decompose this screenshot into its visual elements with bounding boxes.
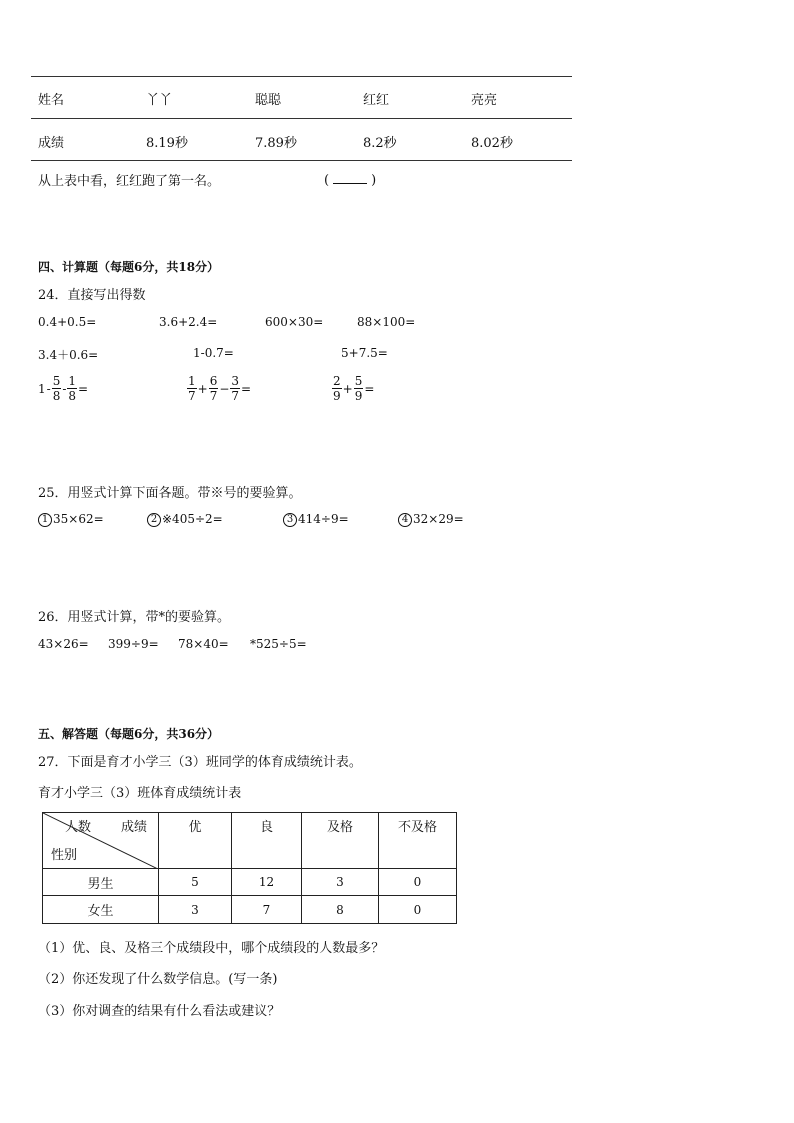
numerator: 1: [188, 374, 196, 388]
race-score-cell: 8.19秒: [146, 136, 188, 151]
row-label-boys: 男生: [43, 869, 159, 896]
race-header-cell: 聪聪: [255, 93, 282, 108]
fraction: [230, 374, 240, 403]
race-score-cell: 8.02秒: [471, 136, 513, 151]
equals-sign: =: [241, 381, 252, 396]
denominator: 9: [333, 389, 341, 403]
operator: -: [62, 381, 67, 396]
table-cell: 8: [302, 896, 379, 924]
race-score-cell: 成绩: [38, 136, 65, 151]
fraction: [52, 374, 62, 403]
table-top-rule: [31, 76, 572, 77]
q26-expr: 78×40=: [178, 637, 229, 651]
paren-close: ): [371, 173, 377, 188]
table-cell: 0: [379, 896, 457, 924]
circled-number: 4: [398, 513, 412, 527]
row-label-girls: 女生: [43, 896, 159, 924]
q26-expr: 399÷9=: [108, 637, 159, 651]
q25-item: [283, 512, 349, 527]
judge-statement: 从上表中看，红红跑了第一名。: [38, 174, 221, 189]
circled-number: 2: [147, 513, 161, 527]
answer-blank-line[interactable]: [333, 170, 367, 184]
numerator: 5: [354, 374, 363, 388]
race-header-cell: 姓名: [38, 93, 65, 108]
column-header: 不及格: [379, 813, 457, 869]
column-header: 良: [232, 813, 302, 869]
q26-expr: 43×26=: [38, 637, 89, 651]
corner-label-grade: 成绩: [121, 820, 148, 835]
table-cell: 5: [159, 869, 232, 896]
q27-table-title: 育才小学三（3）班体育成绩统计表: [38, 786, 242, 801]
paren-open: (: [324, 173, 330, 188]
q24-expr: 3.6+2.4=: [159, 315, 218, 329]
numerator: 5: [52, 374, 61, 388]
q25-item: [398, 512, 464, 527]
q24-fraction-expr-2: [187, 374, 252, 403]
table-cell: 0: [379, 869, 457, 896]
column-header: 及格: [302, 813, 379, 869]
circled-number: 3: [283, 513, 297, 527]
equals-sign: =: [364, 381, 375, 396]
numerator: 1: [68, 374, 77, 388]
table-cell: 3: [302, 869, 379, 896]
table-middle-rule: [31, 118, 572, 119]
q26-expr: *525÷5=: [250, 637, 307, 651]
race-header-cell: 亮亮: [471, 93, 498, 108]
numerator: 3: [231, 374, 240, 388]
race-header-cell: 红红: [363, 93, 390, 108]
q25-expr: 414÷9=: [298, 512, 349, 526]
q25-expr: 32×29=: [413, 512, 464, 526]
race-header-cell: 丫丫: [146, 93, 173, 108]
table-bottom-rule: [31, 160, 572, 161]
q24-fraction-expr-3: [332, 374, 375, 403]
judge-answer-blank[interactable]: [324, 170, 376, 188]
table-cell: 12: [232, 869, 302, 896]
equals-sign: =: [78, 381, 89, 396]
table-corner-cell: [43, 813, 159, 869]
q24-fraction-expr-1: [38, 374, 89, 403]
q27-label: 27．下面是育才小学三（3）班同学的体育成绩统计表。: [38, 755, 362, 770]
q26-label: 26．用竖式计算，带*的要验算。: [38, 610, 231, 625]
table-cell: 3: [159, 896, 232, 924]
q27-subquestion: （2）你还发现了什么数学信息。(写一条): [38, 972, 278, 987]
denominator: 8: [68, 389, 77, 403]
race-score-cell: 8.2秒: [363, 136, 397, 151]
corner-label-gender: 性别: [51, 848, 78, 863]
q27-subquestion: （3）你对调查的结果有什么看法或建议？: [38, 1004, 281, 1019]
q27-subquestion: （1）优、良、及格三个成绩段中，哪个成绩段的人数最多？: [38, 941, 385, 956]
q25-item: [147, 512, 223, 527]
numerator: 2: [333, 374, 341, 388]
q24-expr: 5+7.5=: [341, 346, 388, 360]
fraction: [187, 374, 197, 403]
fraction: [209, 374, 219, 403]
section-5-title: 五、解答题（每题6分，共36分）: [38, 727, 220, 741]
table-cell: 7: [232, 896, 302, 924]
corner-label-count: 人数: [65, 820, 92, 835]
denominator: 7: [209, 389, 218, 403]
operator: −: [219, 381, 230, 396]
denominator: 7: [188, 389, 196, 403]
q25-expr: ※405÷2=: [162, 512, 223, 526]
whole-number: 1: [38, 381, 46, 396]
q24-label: 24．直接写出得数: [38, 288, 146, 303]
circled-number: 1: [38, 513, 52, 527]
section-4-title: 四、计算题（每题6分，共18分）: [38, 260, 220, 274]
denominator: 9: [354, 389, 363, 403]
fraction: [332, 374, 342, 403]
q25-expr: 35×62=: [53, 512, 104, 526]
denominator: 7: [231, 389, 240, 403]
race-score-cell: 7.89秒: [255, 136, 297, 151]
q25-label: 25．用竖式计算下面各题。带※号的要验算。: [38, 486, 302, 501]
column-header: 优: [159, 813, 232, 869]
fraction: [67, 374, 77, 403]
operator: -: [46, 381, 51, 396]
fraction: [354, 374, 364, 403]
numerator: 6: [209, 374, 218, 388]
grade-statistics-table: [42, 812, 457, 924]
operator: +: [197, 381, 208, 396]
q24-expr: 88×100=: [357, 315, 416, 329]
q24-expr: 3.4＋0.6=: [38, 348, 99, 362]
q24-expr: 1-0.7=: [193, 346, 234, 360]
q24-expr: 600×30=: [265, 315, 324, 329]
operator: +: [342, 381, 353, 396]
q25-item: [38, 512, 104, 527]
denominator: 8: [52, 389, 61, 403]
q24-expr: 0.4+0.5=: [38, 315, 97, 329]
